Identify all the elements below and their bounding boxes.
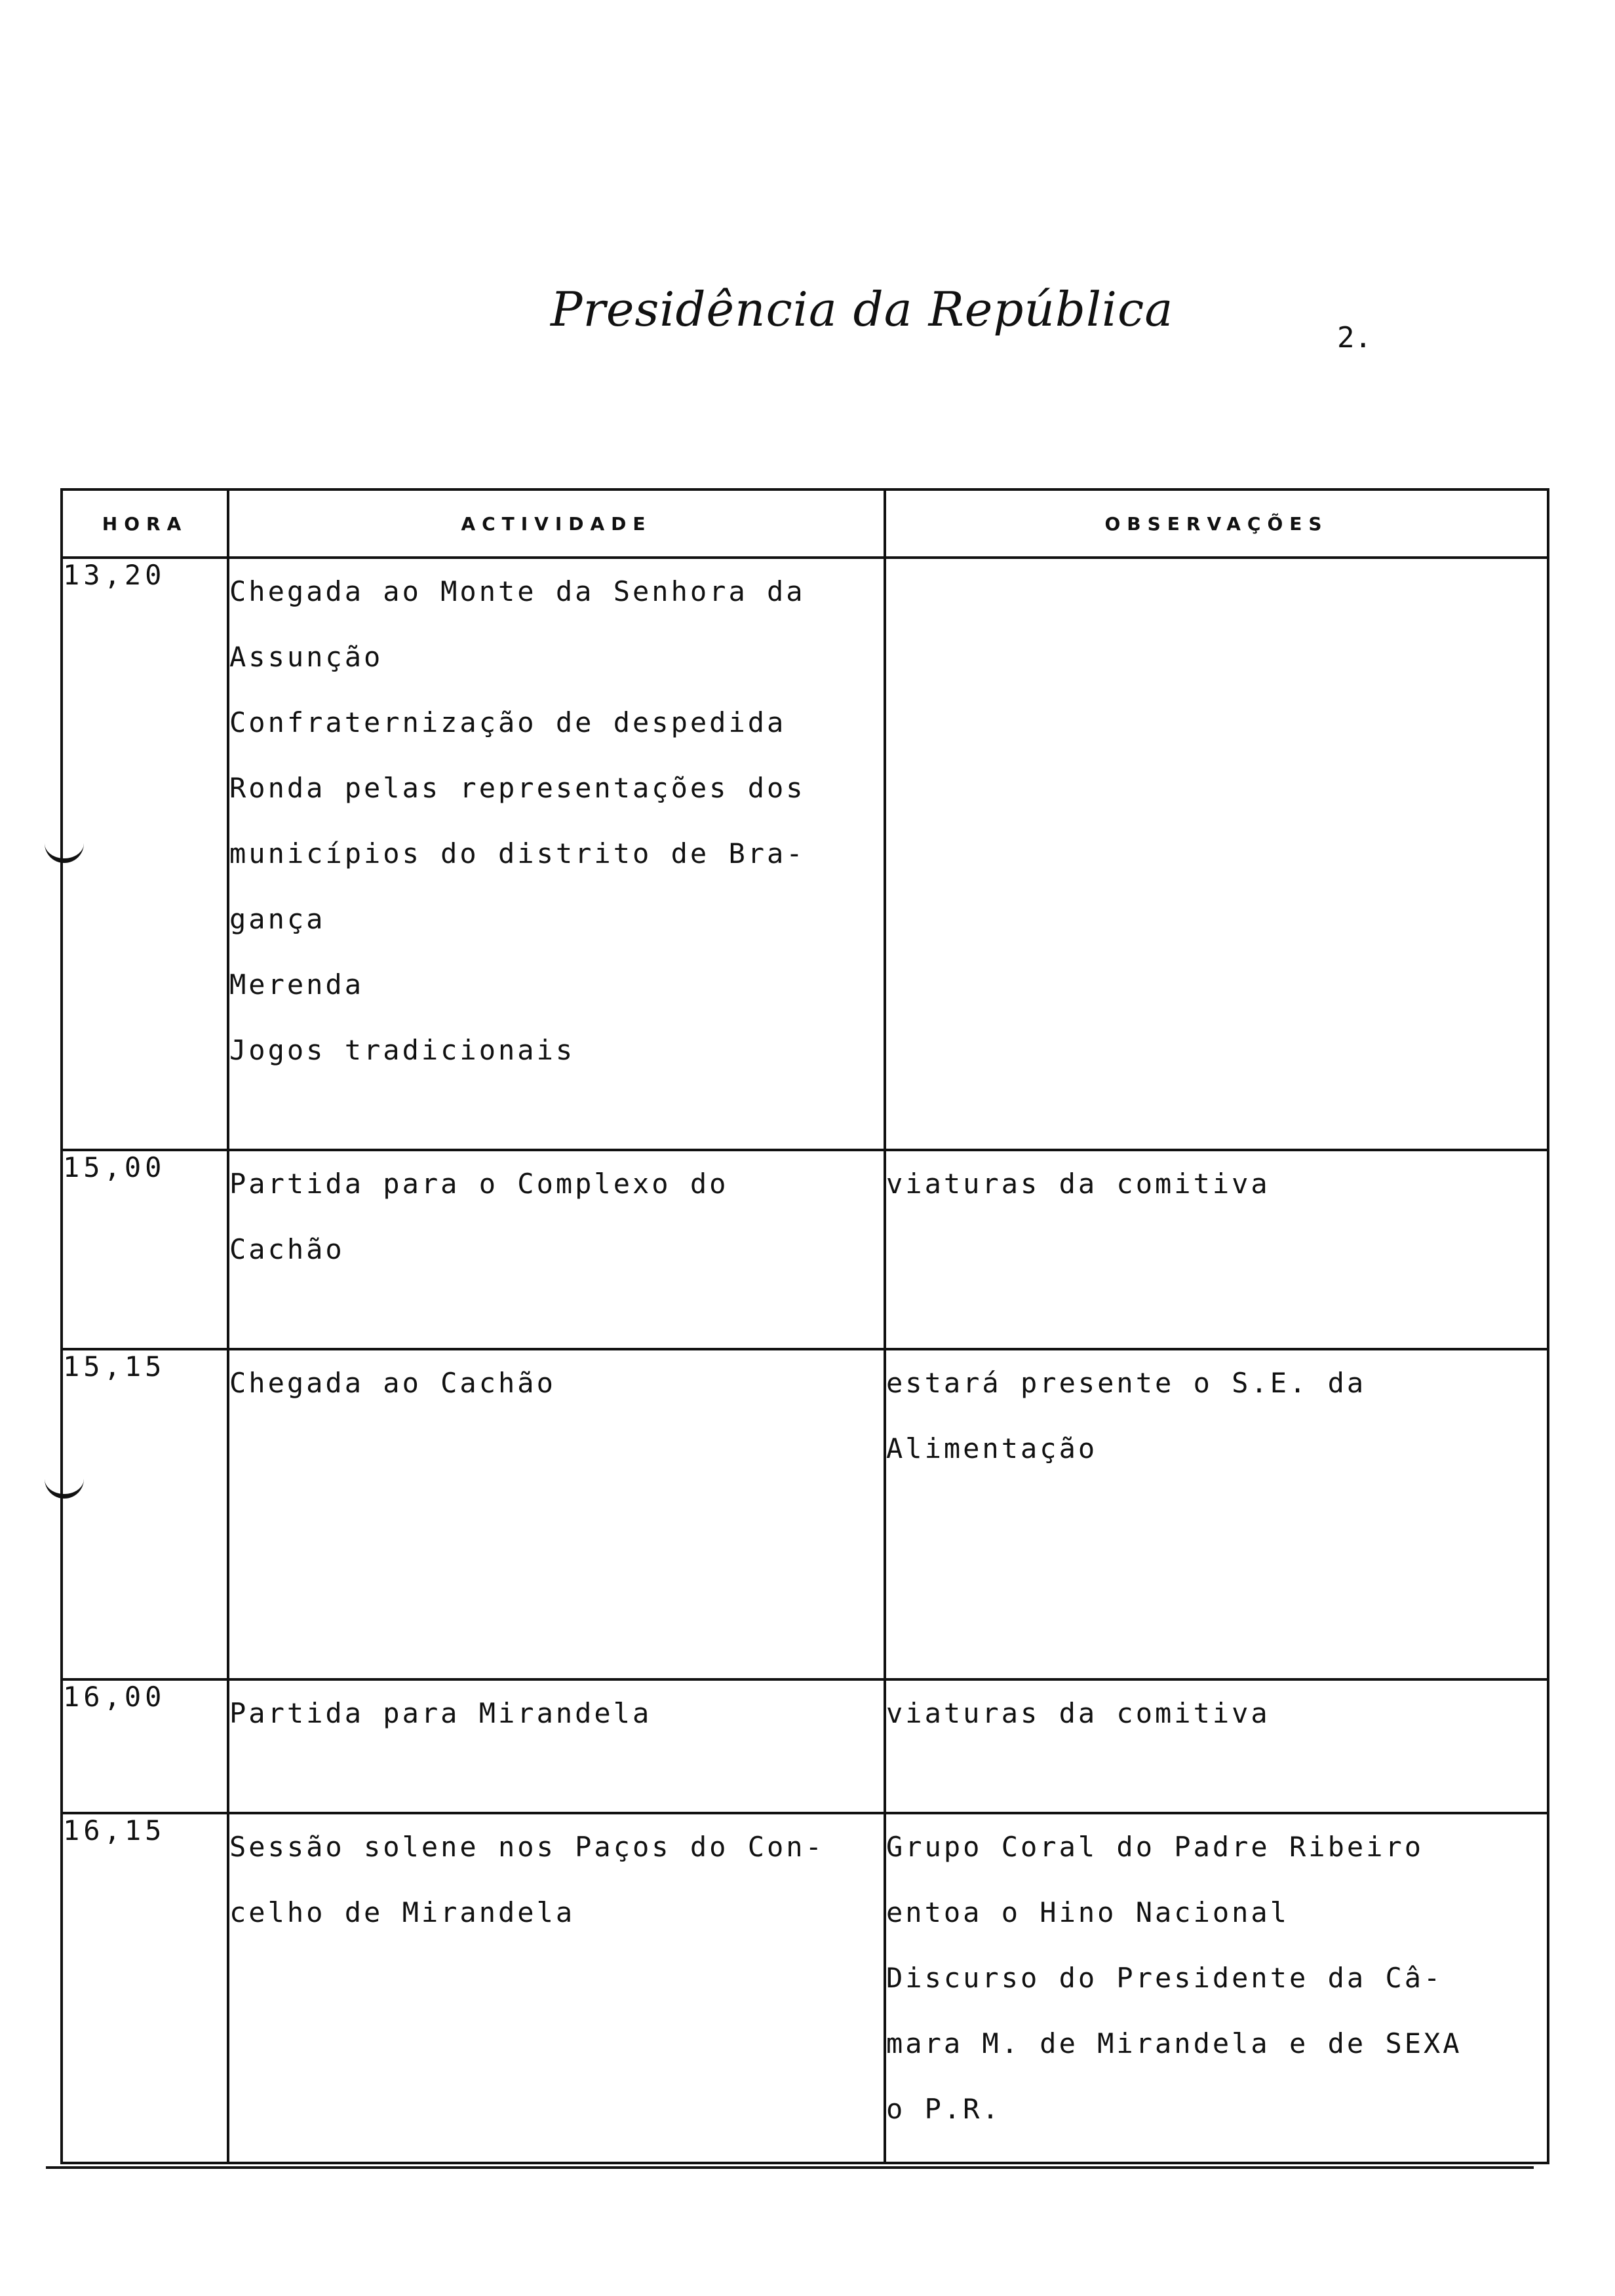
observation-line: Alimentação	[886, 1432, 1098, 1464]
observation-line: Grupo Coral do Padre Ribeiro	[886, 1831, 1424, 1863]
row-activity	[228, 558, 885, 1150]
row-activity	[228, 1150, 885, 1349]
row-observations	[885, 1150, 1548, 1349]
observation-line: viaturas da comitiva	[886, 1697, 1270, 1729]
row-time: 16,00	[62, 1679, 228, 1813]
observation-line: viaturas da comitiva	[886, 1168, 1270, 1200]
row-time: 16,15	[62, 1813, 228, 2163]
column-header-observacoes: OBSERVAÇÕES	[885, 489, 1548, 558]
row-activity	[228, 1349, 885, 1679]
activity-line: Assunção	[229, 641, 383, 673]
table-row	[62, 1349, 1548, 1679]
observation-line: estará presente o S.E. da	[886, 1367, 1367, 1399]
table-row	[62, 1150, 1548, 1349]
letterhead-title: Presidência da República	[551, 282, 1174, 337]
activity-line: gança	[229, 903, 326, 935]
activity-line: Chegada ao Monte da Senhora da	[229, 575, 806, 607]
activity-line: Ronda pelas representações dos	[229, 772, 806, 804]
activity-line: Confraternização de despedida	[229, 706, 787, 738]
binder-hole-mark	[45, 819, 84, 863]
activity-line: Partida para Mirandela	[229, 1697, 652, 1729]
column-header-hora: HORA	[62, 489, 228, 558]
schedule-table	[60, 488, 1549, 2164]
row-observations	[885, 1679, 1548, 1813]
row-observations	[885, 1813, 1548, 2163]
activity-line: Chegada ao Cachão	[229, 1367, 556, 1399]
page-number: 2.	[1337, 321, 1372, 354]
table-header-row	[62, 489, 1548, 558]
activity-line: Merenda	[229, 968, 364, 1001]
activity-line: Jogos tradicionais	[229, 1034, 575, 1066]
binder-hole-mark	[45, 1455, 84, 1499]
bottom-rule	[46, 2166, 1534, 2169]
row-time: 13,20	[62, 558, 228, 1150]
table-row	[62, 1813, 1548, 2163]
activity-line: celho de Mirandela	[229, 1896, 575, 1928]
activity-line: Cachão	[229, 1233, 345, 1265]
row-time: 15,00	[62, 1150, 228, 1349]
observation-line: Discurso do Presidente da Câ-	[886, 1962, 1443, 1994]
observation-line: o P.R.	[886, 2093, 1002, 2125]
row-activity	[228, 1679, 885, 1813]
table-row	[62, 558, 1548, 1150]
row-time: 15,15	[62, 1349, 228, 1679]
column-header-actividade: ACTIVIDADE	[228, 489, 885, 558]
row-observations	[885, 1349, 1548, 1679]
activity-line: municípios do distrito de Bra-	[229, 837, 806, 870]
table-row	[62, 1679, 1548, 1813]
row-observations	[885, 558, 1548, 1150]
activity-line: Sessão solene nos Paços do Con-	[229, 1831, 825, 1863]
row-activity	[228, 1813, 885, 2163]
activity-line: Partida para o Complexo do	[229, 1168, 729, 1200]
observation-line: mara M. de Mirandela e de SEXA	[886, 2027, 1462, 2059]
observation-line: entoa o Hino Nacional	[886, 1896, 1290, 1928]
